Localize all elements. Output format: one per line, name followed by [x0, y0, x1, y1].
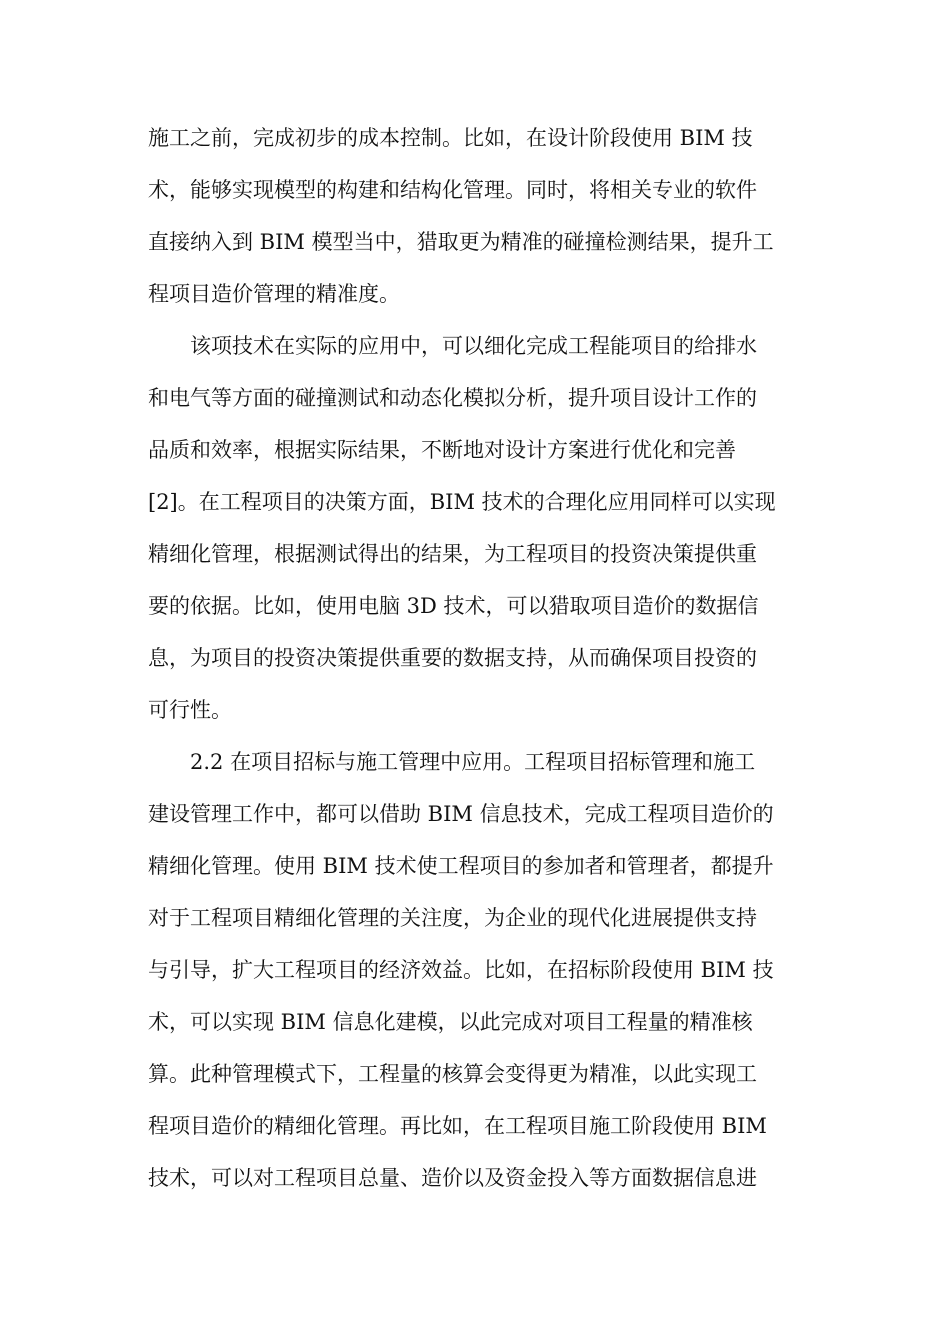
- text-line: 程项目造价的精细化管理。再比如，在工程项目施工阶段使用 BIM: [148, 1114, 767, 1138]
- text-line: 和电气等方面的碰撞测试和动态化模拟分析，提升项目设计工作的: [148, 386, 757, 410]
- text-line: 术，可以实现 BIM 信息化建模，以此完成对项目工程量的精准核: [148, 1010, 753, 1034]
- paragraph-3: [148, 736, 802, 1204]
- text-line: 算。此种管理模式下，工程量的核算会变得更为精准，以此实现工: [148, 1062, 757, 1086]
- text-line: 对于工程项目精细化管理的关注度，为企业的现代化进展提供支持: [148, 906, 757, 930]
- text-line: 程项目造价管理的精准度。: [148, 282, 400, 306]
- text-line: 术，能够实现模型的构建和结构化管理。同时，将相关专业的软件: [148, 178, 757, 202]
- body-text: [148, 112, 802, 1204]
- text-line: 施工之前，完成初步的成本控制。比如，在设计阶段使用 BIM 技: [148, 126, 753, 150]
- text-line: 息，为项目的投资决策提供重要的数据支持，从而确保项目投资的: [148, 646, 757, 670]
- text-line: 精细化管理，根据测试得出的结果，为工程项目的投资决策提供重: [148, 542, 757, 566]
- text-line: 可行性。: [148, 698, 232, 722]
- paragraph-2: [148, 320, 802, 736]
- paragraph-1: [148, 112, 802, 320]
- text-line: [2]。在工程项目的决策方面，BIM 技术的合理化应用同样可以实现: [148, 490, 776, 514]
- text-line: 技术，可以对工程项目总量、造价以及资金投入等方面数据信息进: [148, 1166, 757, 1190]
- text-line: 2.2 在项目招标与施工管理中应用。工程项目招标管理和施工: [190, 750, 756, 774]
- text-line: 建设管理工作中，都可以借助 BIM 信息技术，完成工程项目造价的: [148, 802, 774, 826]
- text-line: 该项技术在实际的应用中，可以细化完成工程能项目的给排水: [190, 334, 757, 358]
- text-line: 精细化管理。使用 BIM 技术使工程项目的参加者和管理者，都提升: [148, 854, 774, 878]
- text-line: 直接纳入到 BIM 模型当中，猎取更为精准的碰撞检测结果，提升工: [148, 230, 774, 254]
- text-line: 品质和效率，根据实际结果，不断地对设计方案进行优化和完善: [148, 438, 736, 462]
- text-line: 与引导，扩大工程项目的经济效益。比如，在招标阶段使用 BIM 技: [148, 958, 774, 982]
- text-line: 要的依据。比如，使用电脑 3D 技术，可以猎取项目造价的数据信: [148, 594, 759, 618]
